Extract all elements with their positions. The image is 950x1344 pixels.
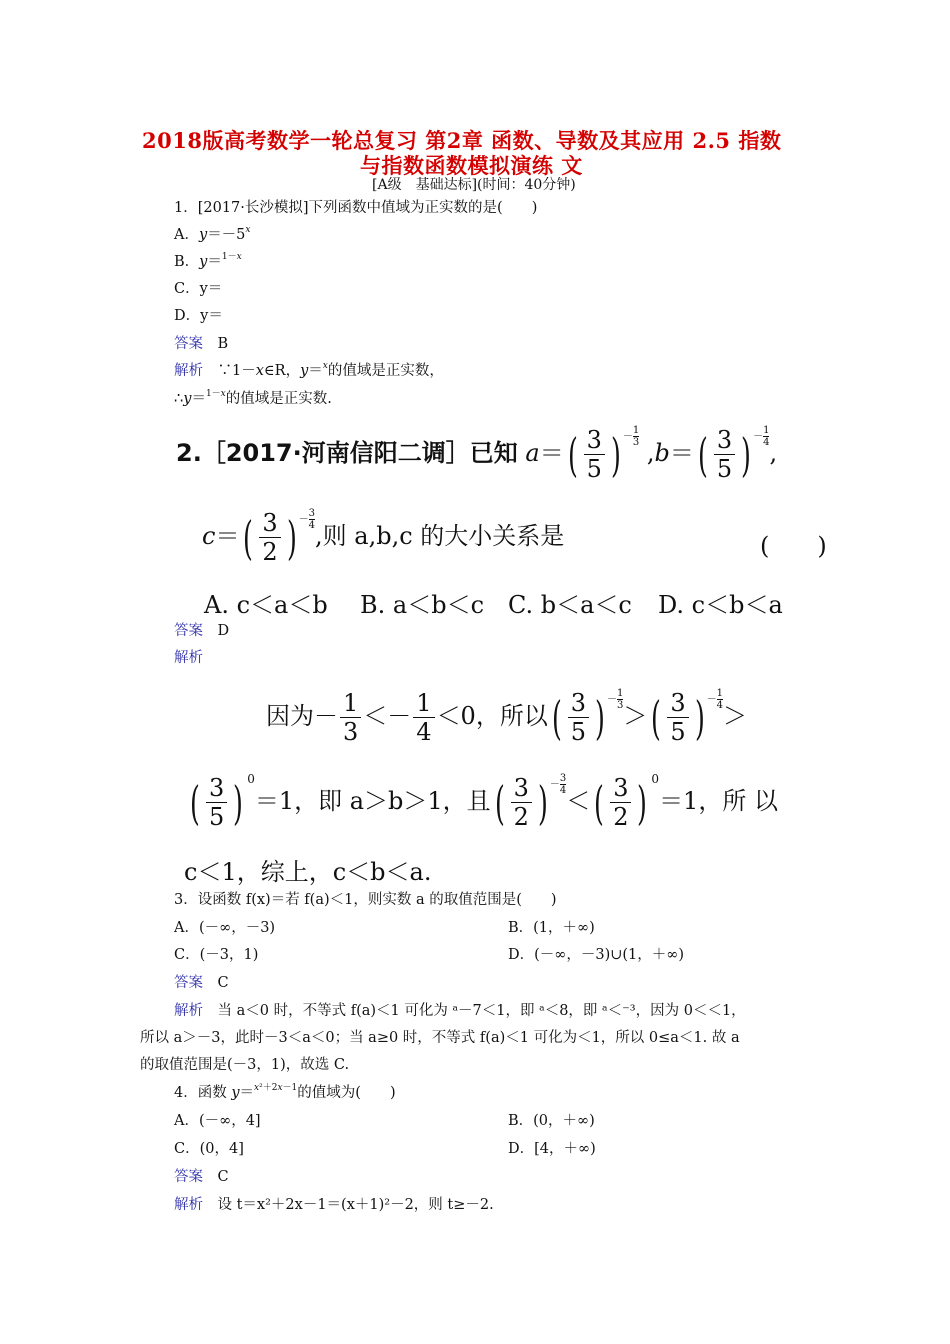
q2-option-b: B. a＜b＜c [360, 591, 485, 619]
q4-option-a: A．(－∞，4] [174, 1113, 261, 1129]
q3-stem: 3．设函数 f(x)＝若 f(a)＜1，则实数 a 的取值范围是( ) [174, 892, 557, 908]
q2-option-d: D. c＜b＜a [658, 591, 783, 619]
q1-option-a: A．$y=-5^x$ [174, 225, 251, 243]
q2-analysis-line3: c＜1，综上，c＜b＜a. [184, 858, 432, 886]
section-subtitle: [A级 基础达标](时间：40分钟) [372, 177, 576, 193]
q2-option-a: A. c＜a＜b [204, 591, 328, 619]
q4-analysis: 解析 设 t＝x²＋2x－1＝(x＋1)²－2，则 t≥－2. [174, 1197, 494, 1213]
q3-option-c: C．(－3，1) [174, 947, 259, 963]
q1-stem: 1．[2017·长沙模拟]下列函数中值域为正实数的是( ) [174, 200, 538, 216]
q4-option-b: B．(0，＋∞) [508, 1113, 595, 1129]
q3-analysis-line3: 的取值范围是(－3，1)，故选 C. [140, 1057, 350, 1073]
q1-analysis-line1: 解析 ∵1－x∈R，y＝$^x$的值域是正实数， [174, 361, 444, 379]
q3-option-b: B．(1，＋∞) [508, 920, 595, 936]
q4-option-d: D．[4，＋∞) [508, 1141, 596, 1157]
q1-answer: 答案 B [174, 336, 229, 352]
q2-answer-paren: ( ) [760, 532, 827, 560]
q1-option-c: C．y＝ [174, 281, 223, 297]
q4-option-c: C．(0，4] [174, 1141, 244, 1157]
q3-analysis-line2: 所以 a＞－3，此时－3＜a＜0；当 a≥0 时，不等式 f(a)＜1 可化为＜1，所以 0≤a＜1. 故 a [140, 1030, 740, 1046]
q4-stem: 4．函数 y＝$^{x^2+2x-1}$的值域为( ) [174, 1083, 396, 1101]
doc-title-line1: 2018版高考数学一轮总复习 第2章 函数、导数及其应用 2.5 指数 [142, 128, 782, 153]
q2-analysis-label: 解析 [174, 650, 203, 666]
q4-answer: 答案 C [174, 1169, 229, 1185]
q3-analysis-line1: 解析 当 a＜0 时，不等式 f(a)＜1 可化为 ᵃ－7＜1，即 ᵃ＜8，即 ᵃ＜⁻³，因为 0＜＜1， [174, 1003, 746, 1019]
q1-analysis-line2: ∴y＝$^{1-x}$的值域是正实数. [174, 389, 332, 407]
q2-stem-line2: c＝( $\frac{3}{2}$ ) － $\frac{3}{4}$ ,则 a,b,c 的大小关系是 [202, 508, 565, 566]
q2-option-c: C. b＜a＜c [508, 591, 632, 619]
doc-title-line2: 与指数函数模拟演练 文 [360, 153, 583, 178]
q2-analysis-line2: ( $\frac{3}{5}$ ) 0＝1，即 a＞b＞1，且( $\frac{3}{2}$ ) － $\frac{3}{4}$ ＜( $\frac{3}{2}$ ) 0＝1，所 以 [190, 772, 778, 831]
q1-option-d: D．y＝ [174, 308, 223, 324]
q2-answer: 答案 D [174, 623, 230, 639]
q3-option-a: A．(－∞，－3) [174, 920, 276, 936]
q3-answer: 答案 C [174, 975, 229, 991]
q2-analysis-line1: 因为－ $\frac{1}{3}$ ＜－ $\frac{1}{4}$ ＜0，所以( $\frac{3}{5}$ ) － $\frac{1}{3}$ ＞( $\frac{3}{5}$ ) － $\frac{1}{4}$ ＞ [266, 688, 747, 746]
q1-option-b: B．y＝$^{1-x}$ [174, 252, 242, 270]
q2-stem-line1: 2.［2017·河南信阳二调］已知 a＝( $\frac{3}{5}$ ) － $\frac{1}{3}$ ,b＝( $\frac{3}{5}$ ) － $\frac{1}{4}$ , [176, 425, 778, 483]
q3-option-d: D．(－∞，－3)∪(1，＋∞) [508, 947, 685, 963]
